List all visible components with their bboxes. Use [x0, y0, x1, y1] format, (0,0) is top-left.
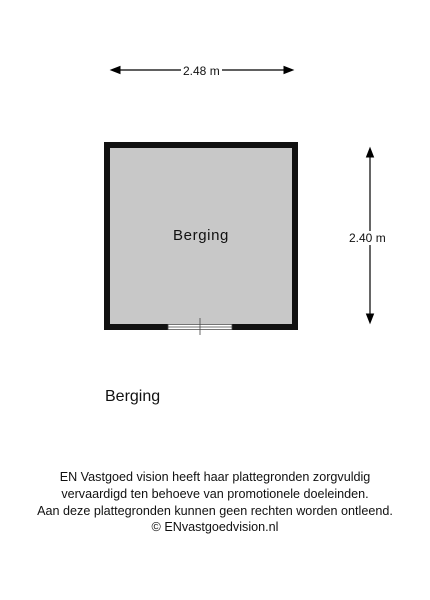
disclaimer-line: vervaardigd ten behoeve van promotionele doeleinden.: [61, 486, 369, 501]
width-dimension-label: 2.48 m: [183, 64, 220, 78]
copyright-line: © ENvastgoedvision.nl: [151, 520, 279, 535]
room-name-label: Berging: [173, 227, 229, 244]
height-dimension-label: 2.40 m: [349, 231, 386, 245]
disclaimer-line: EN Vastgoed vision heeft haar plattegronden zorgvuldig: [59, 470, 371, 484]
disclaimer-line: Aan deze plattegronden kunnen geen rechten worden ontleend.: [37, 503, 393, 518]
disclaimer: [0, 469, 430, 536]
floorplan-caption: Berging: [105, 388, 161, 405]
